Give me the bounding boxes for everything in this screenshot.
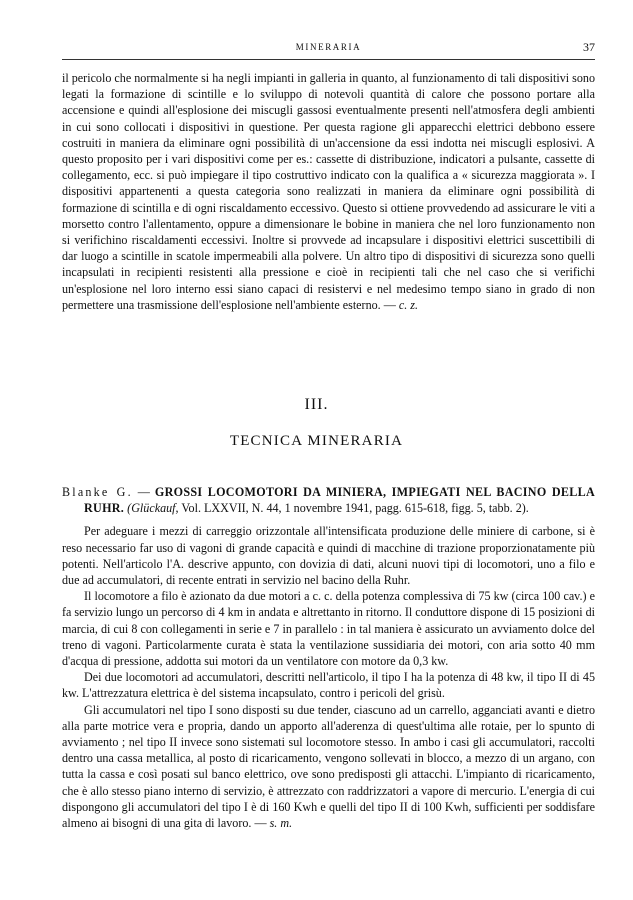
citation-dash: — — [132, 485, 155, 499]
carryover-text: il pericolo che normalmente si ha negli impianti in galleria in quanto, al funzionamento di tali dispositivi sono legati la formazione di scintille e lo sviluppo di notevoli quantità di calore che possono portare alla accensione e quindi all'esplosione dei miscugli gassosi eventualmente presenti nell'atmosfera degli ambienti in cui sono collocati i dispositivi in questione. Per questa ragione gli apparecchi elettrici debbono essere costruiti in maniera da eliminare ogni possibilità di un'accensione da essi indotta nei miscugli esplosivi. A questo proposito per i vari dispositivi come per es.: cassette di distribuzione, indicatori a pulsante, cassette di collegamento, ecc. si può impiegare il tipo costruttivo indicato con la qualifica a « sicurezza maggiorata ». I dispositivi appartenenti a questa categoria sono realizzati in maniera da eliminare ogni possibilità di formazione di scintilla e di ogni riscaldamento eccessivo. Questo si ottiene provvedendo ad assicurare le viti a morsetto contro l'allentamento, oppure a dimensionare le bobine in maniera che nel loro funzionamento non si verifichino riscaldamenti eccessivi. Inoltre si provvede ad incapsulare i dispositivi elettrici suscettibili di dar luogo a scintille in scatole impermeabili alla polvere. Un altro tipo di dispositivi di sicurezza sono quelli incapsulati in recipienti resistenti alla pressione e cioè in recipienti tali che nel caso che si verifichi un'esplosione nel loro interno essi siano capaci di resistervi e nel medesimo tempo siano in grado di non permettere una trasmissione dell'esplosione nell'ambiente esterno. — — [62, 71, 595, 312]
citation-details: Vol. LXXVII, N. 44, 1 novembre 1941, pagg. 615-618, figg. 5, tabb. 2). — [178, 501, 529, 516]
abstract-signature: s. m. — [269, 816, 293, 831]
carryover-signature: c. z. — [398, 297, 418, 312]
carryover-paragraph — [62, 70, 595, 313]
author: Blanke G. — [62, 485, 133, 499]
citation — [62, 484, 595, 516]
section-number: III. — [304, 396, 329, 413]
abstract-paragraph: Per adeguare i mezzi di carreggio orizzontale all'intensificata produzione delle miniere di carbone, si è reso necessario far uso di vagoni di grande capacità e quindi di macchine di trazione proporzionatamente più potenti. Nell'articolo l'A. descrive appunto, con dovizia di dati, alcuni nuovi tipi di locomotori, uno a filo e due ad accumulatori, di recente entrati in servizio nel bacino della Ruhr. — [62, 524, 595, 588]
abstract-paragraph: Dei due locomotori ad accumulatori, descritti nell'articolo, il tipo I ha la potenza di 48 kw, il tipo II di 45 kw. L'attrezzatura elettrica è del sistema incapsulato, contro i pericoli del grisù. — [62, 670, 595, 701]
header-rule — [62, 59, 595, 60]
abstract-paragraph-last — [62, 702, 595, 832]
abstract-paragraph-text: Gli accumulatori nel tipo I sono disposti su due tender, ciascuno ad un carrello, agganciati avanti e dietro alla parte motrice vera e propria, dando un apporto all'aderenza di quest'ultima alle rotaie, per lo spunto di avviamento ; nel tipo II invece sono sistemati sul locomotore stesso. In ambo i casi gli accumulatori, raccolti dentro una cassa metallica, al posto di ricaricamento, vengono sollevati in blocco, a mezzo di un argano, con tutta la cassa e così posati sul banco elettrico, ove sono predisposti gli attacchi. L'impianto di ricaricamento, che è allo stesso piano interno di servizio, è attrezzato con raddrizzatori a vapore di mercurio. L'energia di cui dispongono gli accumulatori del tipo I è di 160 Kwh e quelli del tipo II di 100 Kwh, sufficienti per soddisfare almeno ai bisogni di una gita di lavoro. — — [62, 702, 595, 831]
abstract-body — [62, 523, 595, 831]
section-title: TECNICA MINERARIA — [229, 433, 404, 449]
running-title: MINERARIA — [295, 42, 362, 52]
abstract-paragraph: Il locomotore a filo è azionato da due motori a c. c. della potenza complessiva di 75 kw (circa 100 cav.) e fa servizio lungo un percorso di 4 km in andata e altrettanto in ritorno. Il conduttore dispone di 15 posizioni di marcia, di cui 8 con collegamenti in serie e 7 in parallelo : in tal maniera è assicurato un avviamento dolce del treno di vagoni. Particolarmente curata è stata la ventilazione sussidiaria dei motori, con aria sotto 40 mm d'acqua di pressione, addotta sui motori da un ventilatore con motore da 0,3 kw. — [62, 589, 596, 669]
page-number: 37 — [583, 40, 595, 54]
journal-name: (Glückauf, — [127, 501, 179, 516]
carryover-section — [62, 70, 595, 313]
abstract-entry — [62, 484, 595, 831]
running-head — [62, 40, 595, 58]
article-title: GROSSI LOCOMOTORI DA MINIERA, IMPIEGATI NEL BACINO DELLA RUHR. — [84, 485, 595, 516]
